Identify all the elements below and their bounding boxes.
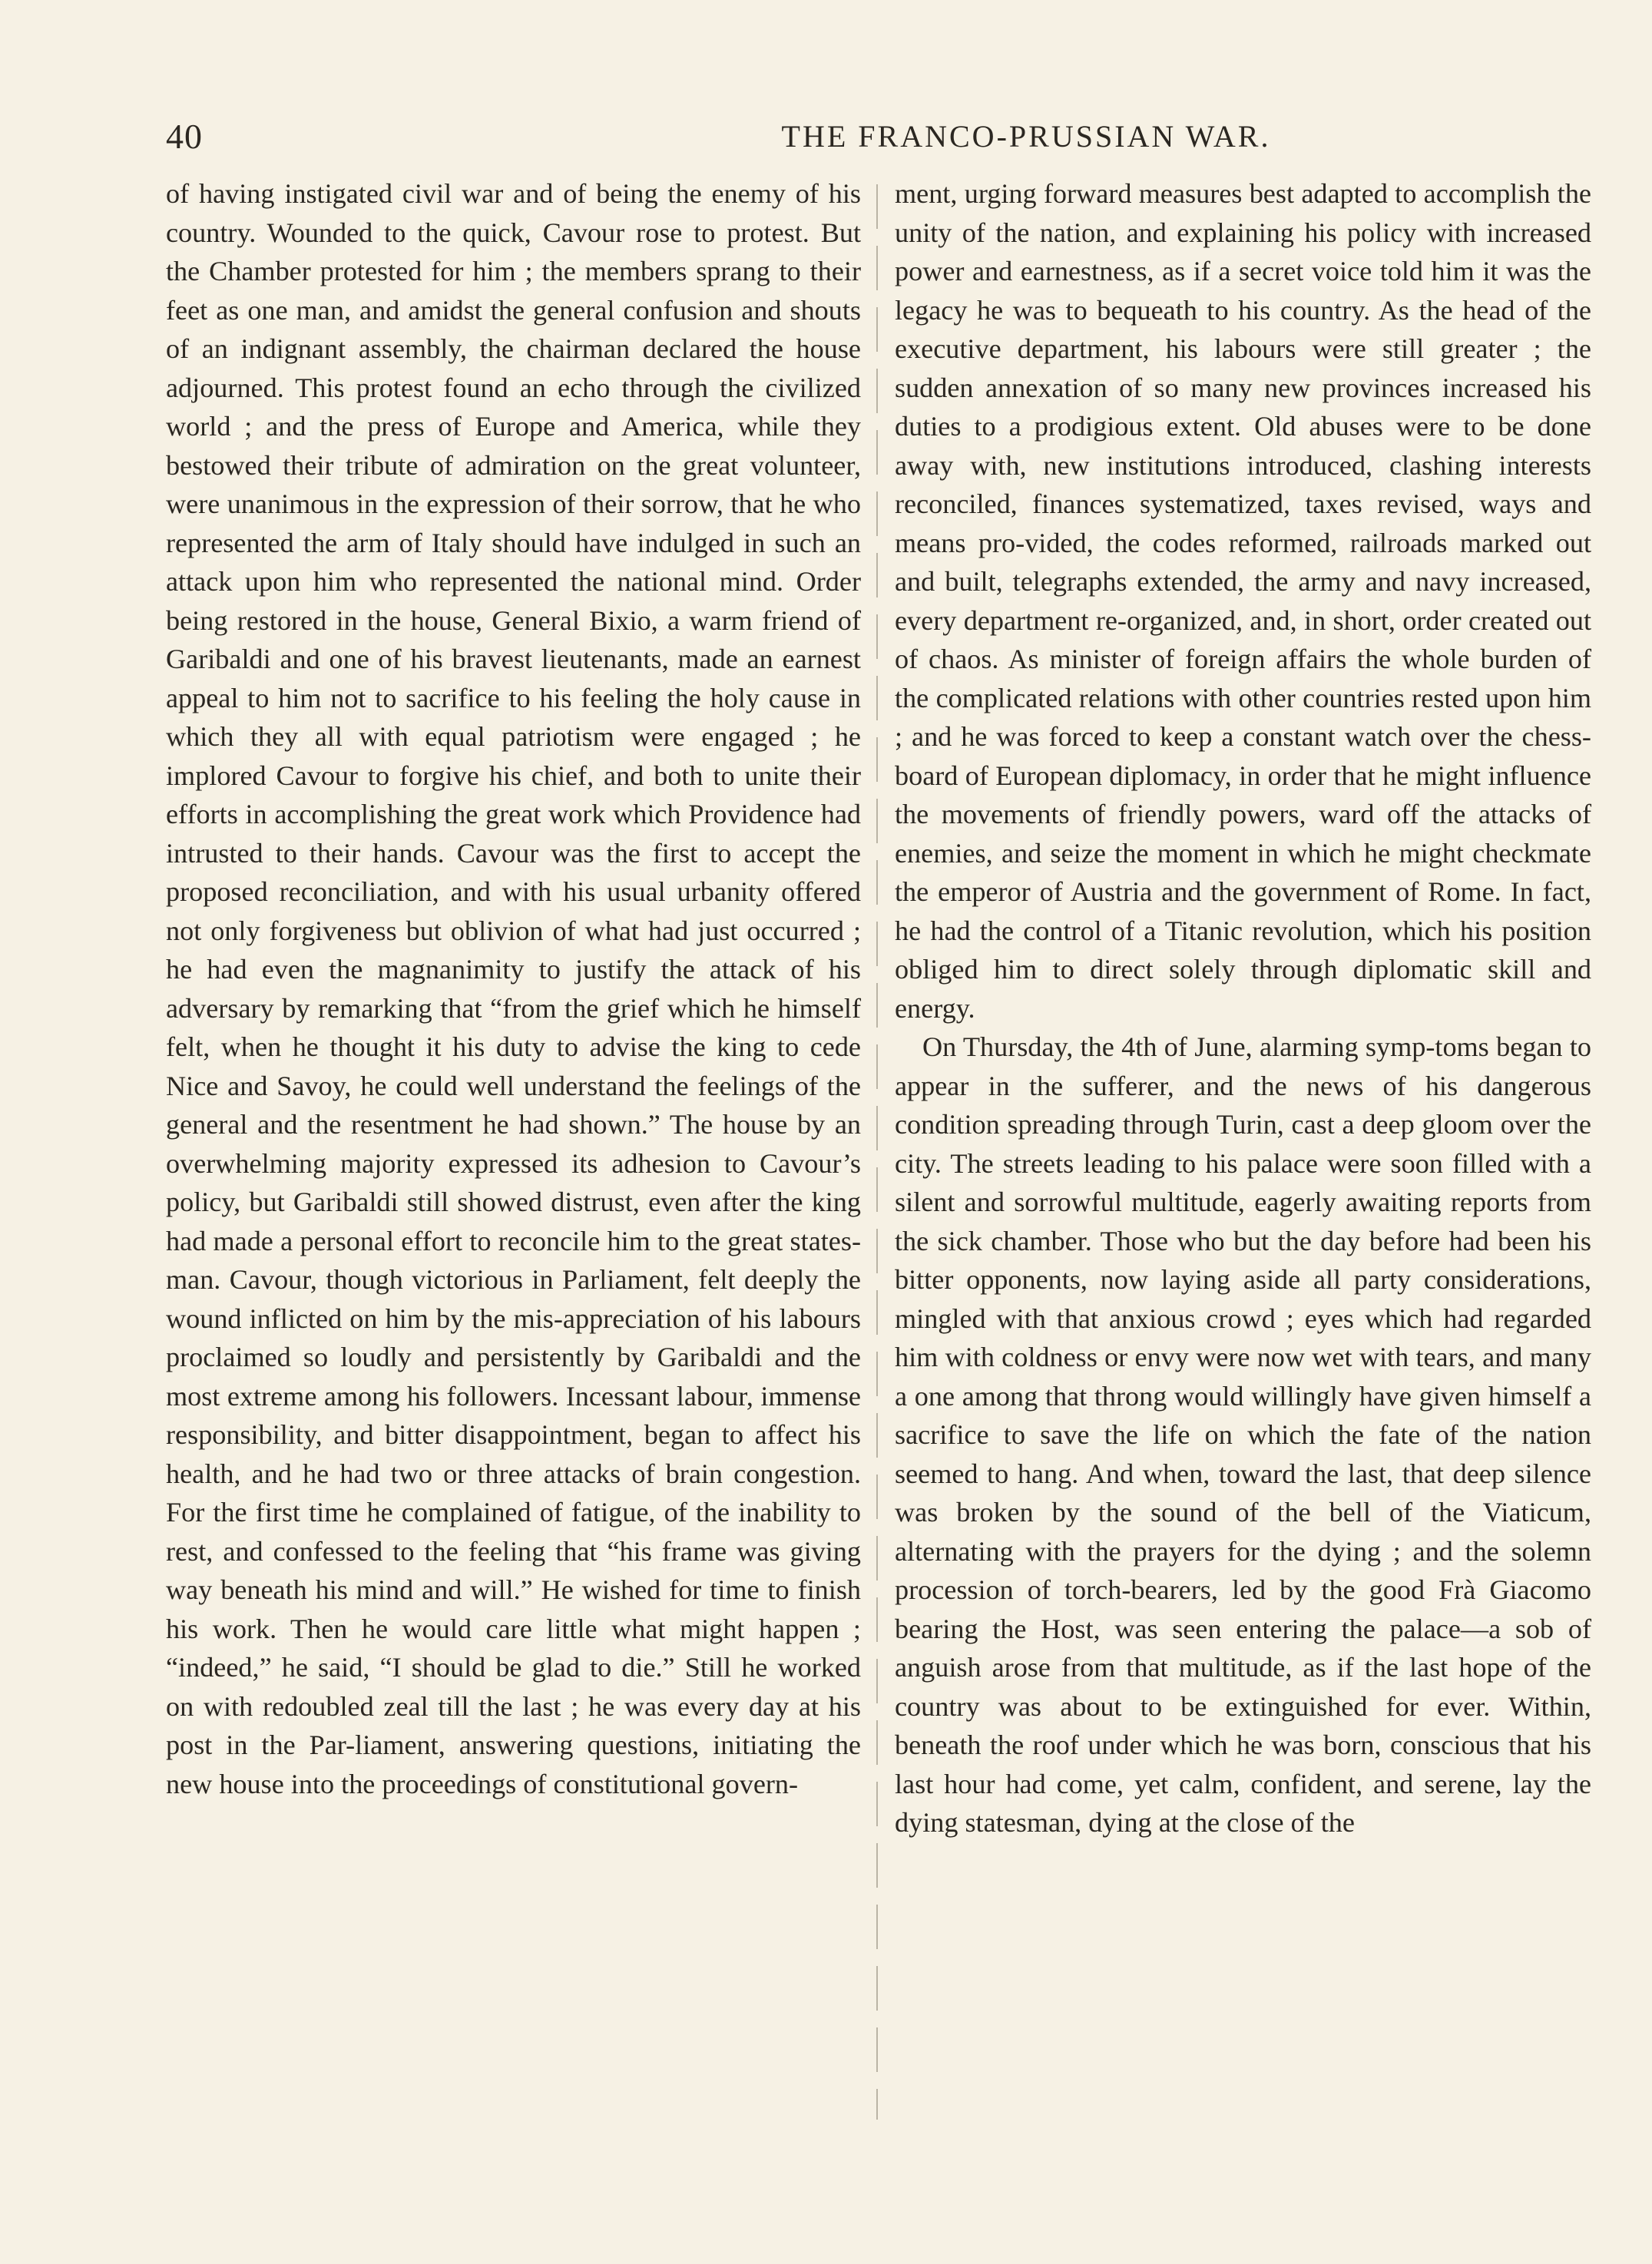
- page-header: [166, 114, 1594, 160]
- running-title: THE FRANCO-PRUSSIAN WAR.: [781, 119, 1271, 154]
- column-divider: [876, 184, 878, 2120]
- left-column: [166, 174, 861, 1803]
- right-paragraph-1: ment, urging forward measures best adapted to accomplish the unity of the nation, and explaining his policy with increased power and earnestness, as if a secret voice told him it was the legacy he was to bequeath to his country. As the head of the executive department, his labours were still greater ; the sudden annexation of so many new provinces increased his duties to a prodigious extent. Old abuses were to be done away with, new institutions introduced, clashing interests reconciled, finances systematized, taxes revised, ways and means pro-vided, the codes reformed, railroads marked out and built, telegraphs extended, the army and navy increased, every department re-organized, and, in short, order created out of chaos. As minister of foreign affairs the whole burden of the complicated relations with other countries rested upon him ; and he was forced to keep a constant watch over the chess-board of European diplomacy, in order that he might influence the movements of friendly powers, ward off the attacks of enemies, and seize the moment in which he might checkmate the emperor of Austria and the government of Rome. In fact, he had the control of a Titanic revolution, which his position obliged him to direct solely through diplomatic skill and energy.: [895, 178, 1591, 1024]
- right-paragraph-2: On Thursday, the 4th of June, alarming symp-toms began to appear in the sufferer, and the news of his dangerous condition spreading through Turin, cast a deep gloom over the city. The streets leading to his palace were soon filled with a silent and sorrowful multitude, eagerly awaiting reports from the sick chamber. Those who but the day before had been his bitter opponents, now laying aside all party considerations, mingled with that anxious crowd ; eyes which had regarded him with coldness or envy were now wet with tears, and many a one among that throng would willingly have given himself a sacrifice to save the life on which the fate of the nation seemed to hang. And when, toward the last, that deep silence was broken by the sound of the bell of the Viaticum, alternating with the prayers for the dying ; and the solemn procession of torch-bearers, led by the good Frà Giacomo bearing the Host, was seen entering the palace—a sob of anguish arose from that multitude, as if the last hope of the country was about to be extinguished for ever. Within, beneath the roof under which he was born, conscious that his last hour had come, yet calm, confident, and serene, lay the dying statesman, dying at the close of the: [895, 1031, 1591, 1838]
- right-column: [895, 174, 1591, 1842]
- left-paragraph-1: of having instigated civil war and of being the enemy of his country. Wounded to the quick, Cavour rose to protest. But the Chamber protested for him ; the members sprang to their feet as one man, and amidst the general confusion and shouts of an indignant assembly, the chairman declared the house adjourned. This protest found an echo through the civilized world ; and the press of Europe and America, while they bestowed their tribute of admiration on the great volunteer, were unanimous in the expression of their sorrow, that he who represented the arm of Italy should have indulged in such an attack upon him who represented the national mind. Order being restored in the house, General Bixio, a warm friend of Garibaldi and one of his bravest lieutenants, made an earnest appeal to him not to sacrifice to his feeling the holy cause in which they all with equal patriotism were engaged ; he implored Cavour to forgive his chief, and both to unite their efforts in accomplishing the great work which Providence had intrusted to their hands. Cavour was the first to accept the proposed reconciliation, and with his usual urbanity offered not only forgiveness but oblivion of what had just occurred ; he had even the magnanimity to justify the attack of his adversary by remarking that “from the grief which he himself felt, when he thought it his duty to advise the king to cede Nice and Savoy, he could well understand the feelings of the general and the resentment he had shown.” The house by an overwhelming majority expressed its adhesion to Cavour’s policy, but Garibaldi still showed distrust, even after the king had made a personal effort to reconcile him to the great states-man. Cavour, though victorious in Parliament, felt deeply the wound inflicted on him by the mis-appreciation of his labours proclaimed so loudly and persistently by Garibaldi and the most extreme among his followers. Incessant labour, immense responsibility, and bitter disappointment, began to affect his health, and he had two or three attacks of brain congestion. For the first time he complained of fatigue, of the inability to rest, and confessed to the feeling that “his frame was giving way beneath his mind and will.” He wished for time to finish his work. Then he would care little what might happen ; “indeed,” he said, “I should be glad to die.” Still he worked on with redoubled zeal till the last ; he was every day at his post in the Par-liament, answering questions, initiating the new house into the proceedings of constitutional govern-: [166, 178, 861, 1799]
- page-number: 40: [166, 117, 203, 156]
